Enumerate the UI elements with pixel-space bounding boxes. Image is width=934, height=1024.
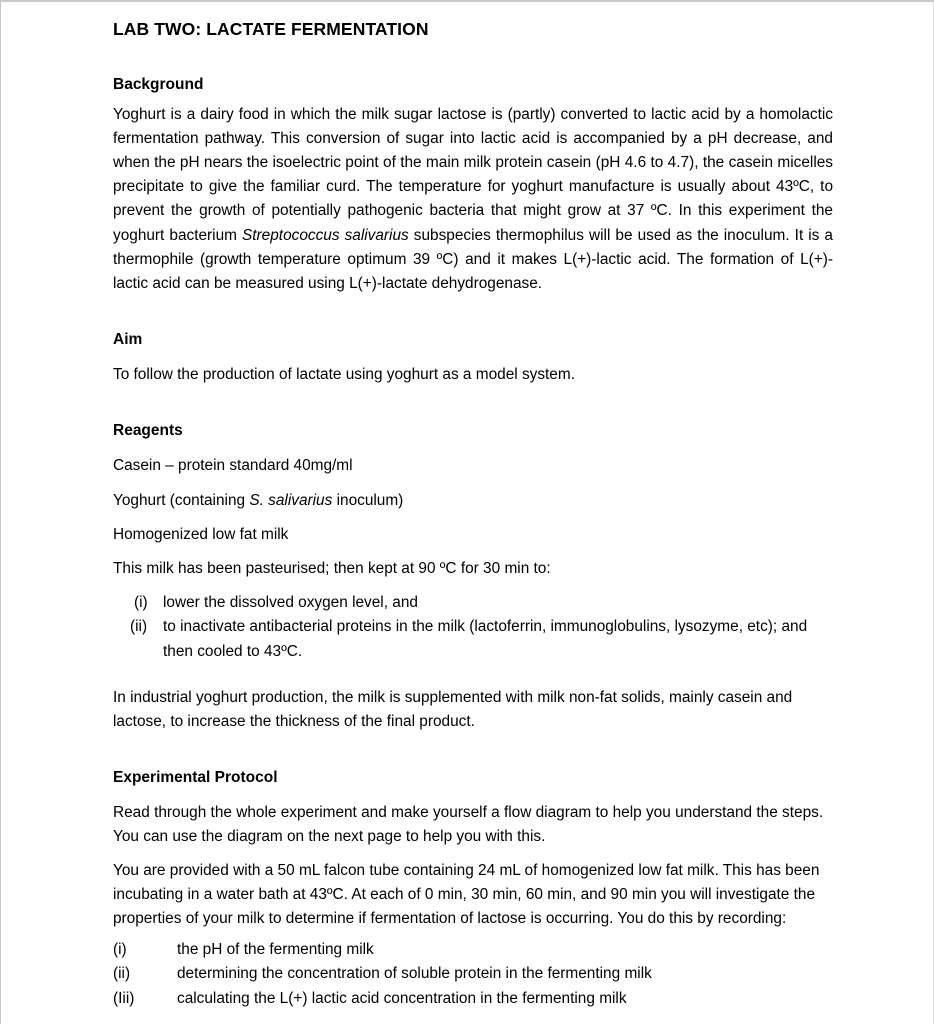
reagent-yoghurt-suffix: inoculum) bbox=[332, 491, 404, 509]
background-text-part2: subspecies thermophilus will be used as the inoculum. It is a thermophile (growth temperature optimum 39 ºC) and it makes L(+)-lactic acid. The formation of L(+)-lactic acid can be measured using L(+)-lactate dehydrogenase. bbox=[113, 226, 833, 293]
spacer bbox=[113, 96, 833, 103]
background-paragraph bbox=[113, 103, 833, 297]
section-heading-reagents: Reagents bbox=[113, 422, 183, 440]
list-item-text: calculating the L(+) lactic acid concentration in the fermenting milk bbox=[177, 989, 627, 1007]
recording-list bbox=[113, 938, 833, 1011]
spacer bbox=[113, 850, 833, 859]
list-marker: (Iii) bbox=[113, 989, 135, 1007]
list-item-text: lower the dissolved oxygen level, and bbox=[163, 594, 418, 612]
spacer bbox=[113, 664, 833, 686]
list-marker: (i) bbox=[134, 594, 148, 612]
page-content bbox=[1, 18, 933, 1011]
page-title: LAB TWO: LACTATE FERMENTATION bbox=[113, 19, 429, 39]
reagent-pasteurised-note: This milk has been pasteurised; then kept at 90 ºC for 30 min to: bbox=[113, 559, 551, 577]
list-item bbox=[130, 615, 833, 663]
industrial-production-paragraph: In industrial yoghurt production, the milk is supplemented with milk non-fat solids, mainly casein and lactose, to increase the thickness of the final product. bbox=[113, 688, 793, 730]
background-text-part1: Yoghurt is a dairy food in which the milk sugar lactose is (partly) converted to lactic acid by a homolactic fermentation pathway. This conversion of sugar into lactic acid is accompanied by a pH decrease, and when the pH nears the isoelectric point of the main milk protein casein (pH 4.6 to 4.7), the casein micelles precipitate to give the familiar curd. The temperature for yoghurt manufacture is usually about 43ºC, to prevent the growth of potentially pathogenic bacteria that might grow at 37 ºC. In this experiment the yoghurt bacterium bbox=[113, 105, 833, 244]
list-item-text: determining the concentration of soluble protein in the fermenting milk bbox=[177, 965, 652, 983]
list-marker: (ii) bbox=[130, 618, 148, 636]
list-item bbox=[113, 938, 833, 962]
species-name-s-salivarius: S. salivarius bbox=[249, 491, 333, 509]
spacer bbox=[113, 734, 833, 768]
list-marker: (ii) bbox=[113, 965, 131, 983]
list-item bbox=[113, 962, 833, 986]
section-heading-background: Background bbox=[113, 75, 204, 93]
species-name-streptococcus-salivarius: Streptococcus salivarius bbox=[242, 226, 409, 244]
list-marker: (i) bbox=[113, 941, 127, 959]
list-item-text: to inactivate antibacterial proteins in the milk (lactoferrin, immunoglobulins, lysozyme, etc); and then cooled to 43ºC. bbox=[163, 618, 808, 660]
spacer bbox=[113, 351, 833, 363]
section-heading-aim: Aim bbox=[113, 331, 143, 349]
list-item bbox=[130, 591, 833, 615]
spacer bbox=[113, 789, 833, 801]
reagent-yoghurt-prefix: Yoghurt (containing bbox=[113, 491, 250, 509]
list-item bbox=[113, 987, 833, 1011]
section-heading-experimental-protocol: Experimental Protocol bbox=[113, 769, 278, 787]
pasteurisation-sublist bbox=[130, 591, 833, 664]
spacer bbox=[113, 387, 833, 421]
aim-paragraph: To follow the production of lactate using yoghurt as a model system. bbox=[113, 366, 575, 384]
spacer bbox=[113, 442, 833, 454]
spacer bbox=[113, 931, 833, 938]
spacer bbox=[113, 296, 833, 330]
list-item-text: the pH of the fermenting milk bbox=[177, 941, 374, 959]
reagent-item-milk: Homogenized low fat milk bbox=[113, 525, 289, 543]
protocol-paragraph-2: You are provided with a 50 mL falcon tube containing 24 mL of homogenized low fat milk. This has been incubating in a water bath at 43ºC. At each of 0 min, 30 min, 60 min, and 90 min you will investigate the properties of your milk to determine if fermentation of lactose is occurring. You do this by recording: bbox=[113, 861, 820, 927]
spacer bbox=[113, 41, 833, 75]
reagent-item-yoghurt bbox=[113, 489, 833, 523]
protocol-paragraph-1: Read through the whole experiment and make yourself a flow diagram to help you understand the steps. You can use the diagram on the next page to help you with this. bbox=[113, 804, 824, 846]
reagent-item-casein: Casein – protein standard 40mg/ml bbox=[113, 457, 353, 475]
